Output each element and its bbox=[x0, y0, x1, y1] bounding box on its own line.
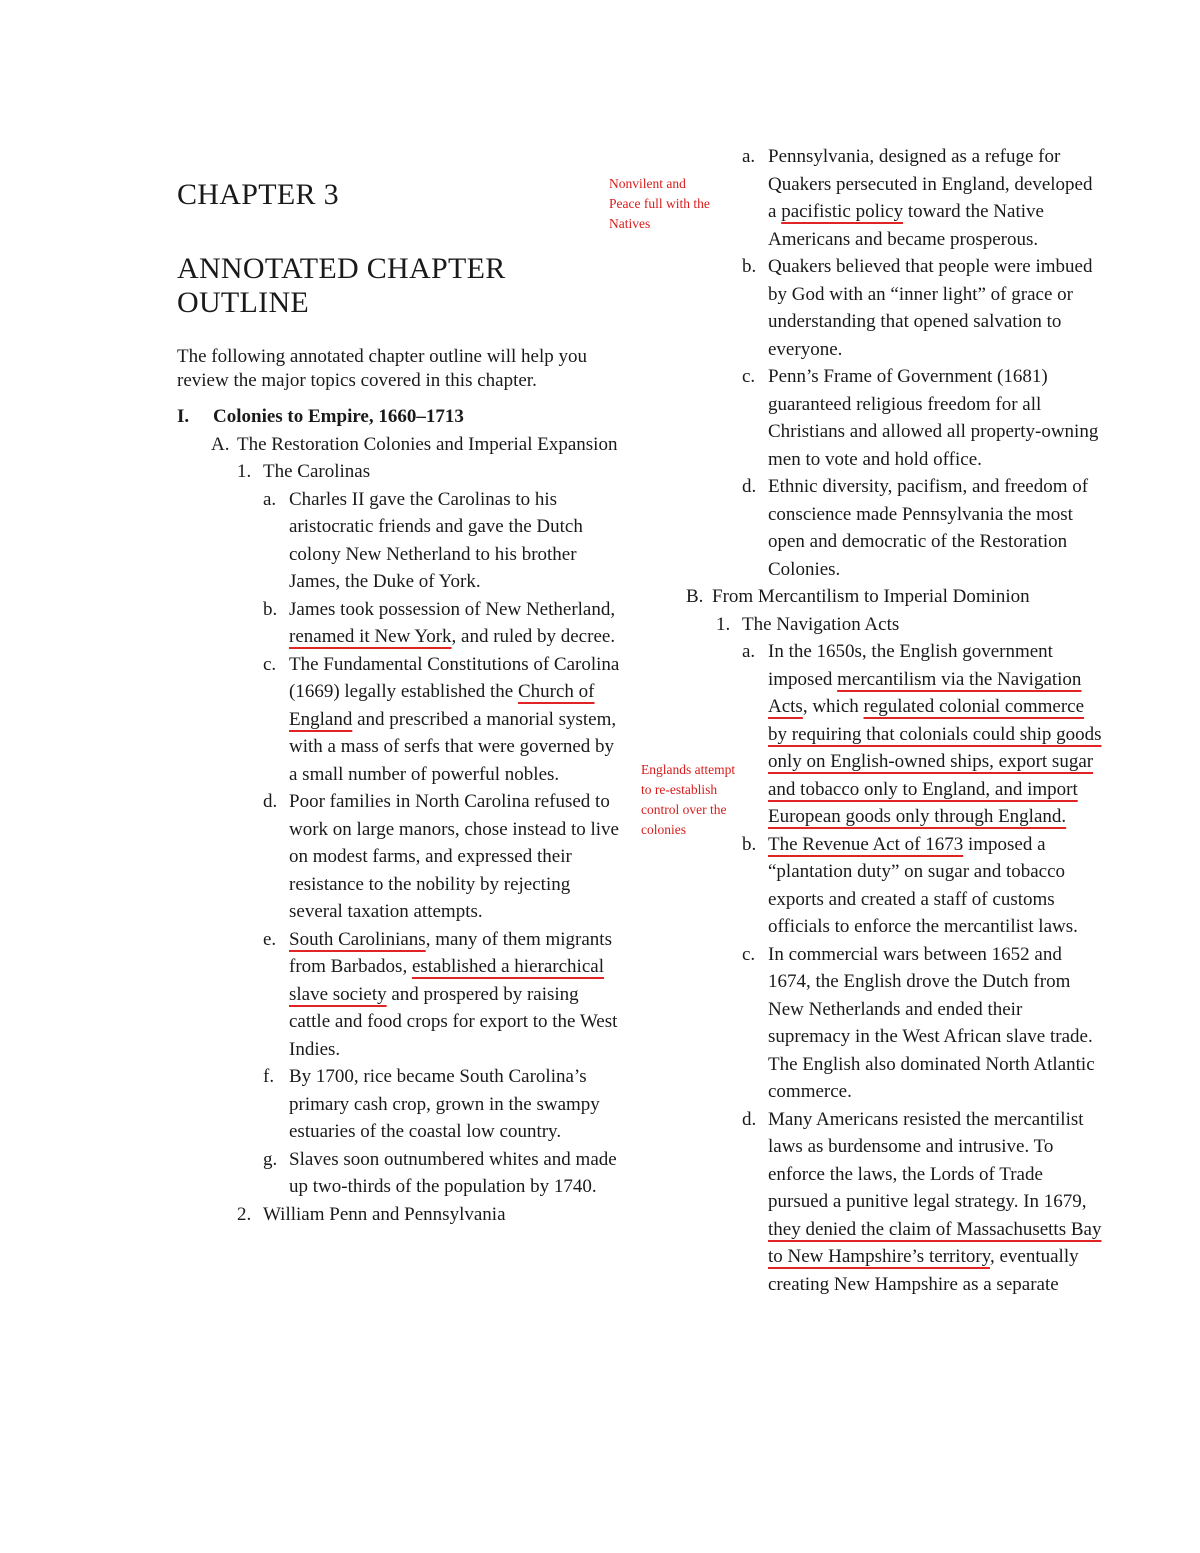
outline-item-A2b: b. Quakers believed that people were imbued by God with an “inner light” of grace or understanding that opened salvation to everyone. bbox=[742, 256, 1093, 360]
highlight-underline: mercantilism via the Navigation Acts bbox=[768, 668, 1082, 717]
outline-heading-line2: OUTLINE bbox=[177, 286, 310, 319]
outline-item-A2a: a. Pennsylvania, designed as a refuge for Quakers persecuted in England, developed a pacifistic policy toward the Native Americans and became prosperous. bbox=[742, 146, 1093, 250]
outline-heading bbox=[177, 252, 597, 320]
outline-item-A2c: c. Penn’s Frame of Government (1681) guaranteed religious freedom for all Christians and allowed all property-owning men to vote and hold office. bbox=[742, 366, 1099, 470]
outline-item-A1a: a. Charles II gave the Carolinas to his aristocratic friends and gave the Dutch colony New Netherland to his brother James, the Duke of York. bbox=[263, 488, 583, 592]
outline-item-A1b: b. James took possession of New Netherland, renamed it New York, and ruled by decree. bbox=[263, 598, 616, 647]
outline-item-B1: 1. The Navigation Acts bbox=[716, 613, 900, 635]
highlight-underline: they denied the claim of Massachusetts Bay to New Hampshire’s territory bbox=[768, 1218, 1102, 1267]
margin-annotation-navigation-acts: Englands attempt to re-establish control over the colonies bbox=[641, 762, 736, 837]
highlight-underline: established a hierarchical slave society bbox=[289, 956, 604, 1005]
outline-item-A1d: d. Poor families in North Carolina refused to work on large manors, chose instead to live on modest farms, and expressed their resistance to the nobility by rejecting several taxation attempts. bbox=[263, 791, 619, 922]
outline-item-A2d: d. Ethnic diversity, pacifism, and freedom of conscience made Pennsylvania the most open and democratic of the Restoration Colonies. bbox=[742, 476, 1089, 580]
outline-item-A1e: e. South Carolinians, many of them migrants from Barbados, established a hierarchical slave society and prospered by raising cattle and food crops for export to the West Indies. bbox=[263, 928, 618, 1060]
outline-item-B1c: c. In commercial wars between 1652 and 1674, the English drove the Dutch from New Netherlands and ended their supremacy in the West African slave trade. The English also dominated North Atlantic commerce. bbox=[742, 943, 1095, 1102]
highlight-underline: South Carolinians bbox=[289, 928, 426, 950]
outline-item-B1b: b. The Revenue Act of 1673 imposed a “plantation duty” on sugar and tobacco exports and created a staff of customs officials to enforce the mercantilist laws. bbox=[742, 833, 1078, 937]
outline-heading-line1: ANNOTATED CHAPTER bbox=[177, 252, 506, 285]
intro-paragraph: The following annotated chapter outline will help you review the major topics covered in this chapter. bbox=[177, 346, 587, 391]
highlight-underline: pacifistic policy bbox=[781, 201, 904, 222]
section-title: Colonies to Empire, 1660–1713 bbox=[213, 406, 464, 427]
outline-left-column bbox=[177, 403, 622, 1228]
outline-item-A1g: g. Slaves soon outnumbered whites and made up two-thirds of the population by 1740. bbox=[263, 1148, 617, 1197]
outline-item-A1: 1. The Carolinas bbox=[237, 461, 371, 482]
chapter-title: CHAPTER 3 bbox=[177, 178, 339, 211]
outline-item-A2: 2. William Penn and Pennsylvania bbox=[237, 1203, 506, 1225]
outline-item-B: B. From Mercantilism to Imperial Dominion bbox=[686, 586, 1030, 607]
highlight-underline: Church of England bbox=[289, 681, 595, 730]
highlight-underline: The Revenue Act of 1673 bbox=[768, 833, 964, 855]
margin-annotation-pennsylvania: Nonvilent and Peace full with the Natives bbox=[609, 176, 710, 231]
highlight-underline: regulated colonial commerce by requiring that colonials could ship goods only on English-owned ships, export sugar and tobacco only to England, and import European goods only through England. bbox=[768, 696, 1102, 827]
outline-item-A: A. The Restoration Colonies and Imperial Expansion bbox=[211, 433, 618, 455]
highlight-underline: renamed it New York bbox=[289, 626, 452, 647]
section-heading-I: I. Colonies to Empire, 1660–1713 bbox=[177, 406, 464, 427]
outline-item-A1f: f. By 1700, rice became South Carolina’s primary cash crop, grown in the swampy estuaries of the coastal low country. bbox=[263, 1066, 600, 1142]
outline-item-B1a: a. In the 1650s, the English government imposed mercantilism via the Navigation Acts, which regulated colonial commerce by requiring that colonials could ship goods only on English-owned ships, export sugar and tobacco only to England, and import European goods only through England. bbox=[742, 641, 1102, 827]
outline-item-B1d: d. Many Americans resisted the mercantilist laws as burdensome and intrusive. To enforce the laws, the Lords of Trade pursued a punitive legal strategy. In 1679, they denied the claim of Massachusetts Bay to New Hampshire’s territory, eventually creating New Hampshire as a separate bbox=[742, 1108, 1102, 1295]
outline-item-A1c: c. The Fundamental Constitutions of Carolina (1669) legally established the Church of England and prescribed a manorial system, with a mass of serfs that were governed by a small number of powerful nobles. bbox=[263, 653, 620, 785]
